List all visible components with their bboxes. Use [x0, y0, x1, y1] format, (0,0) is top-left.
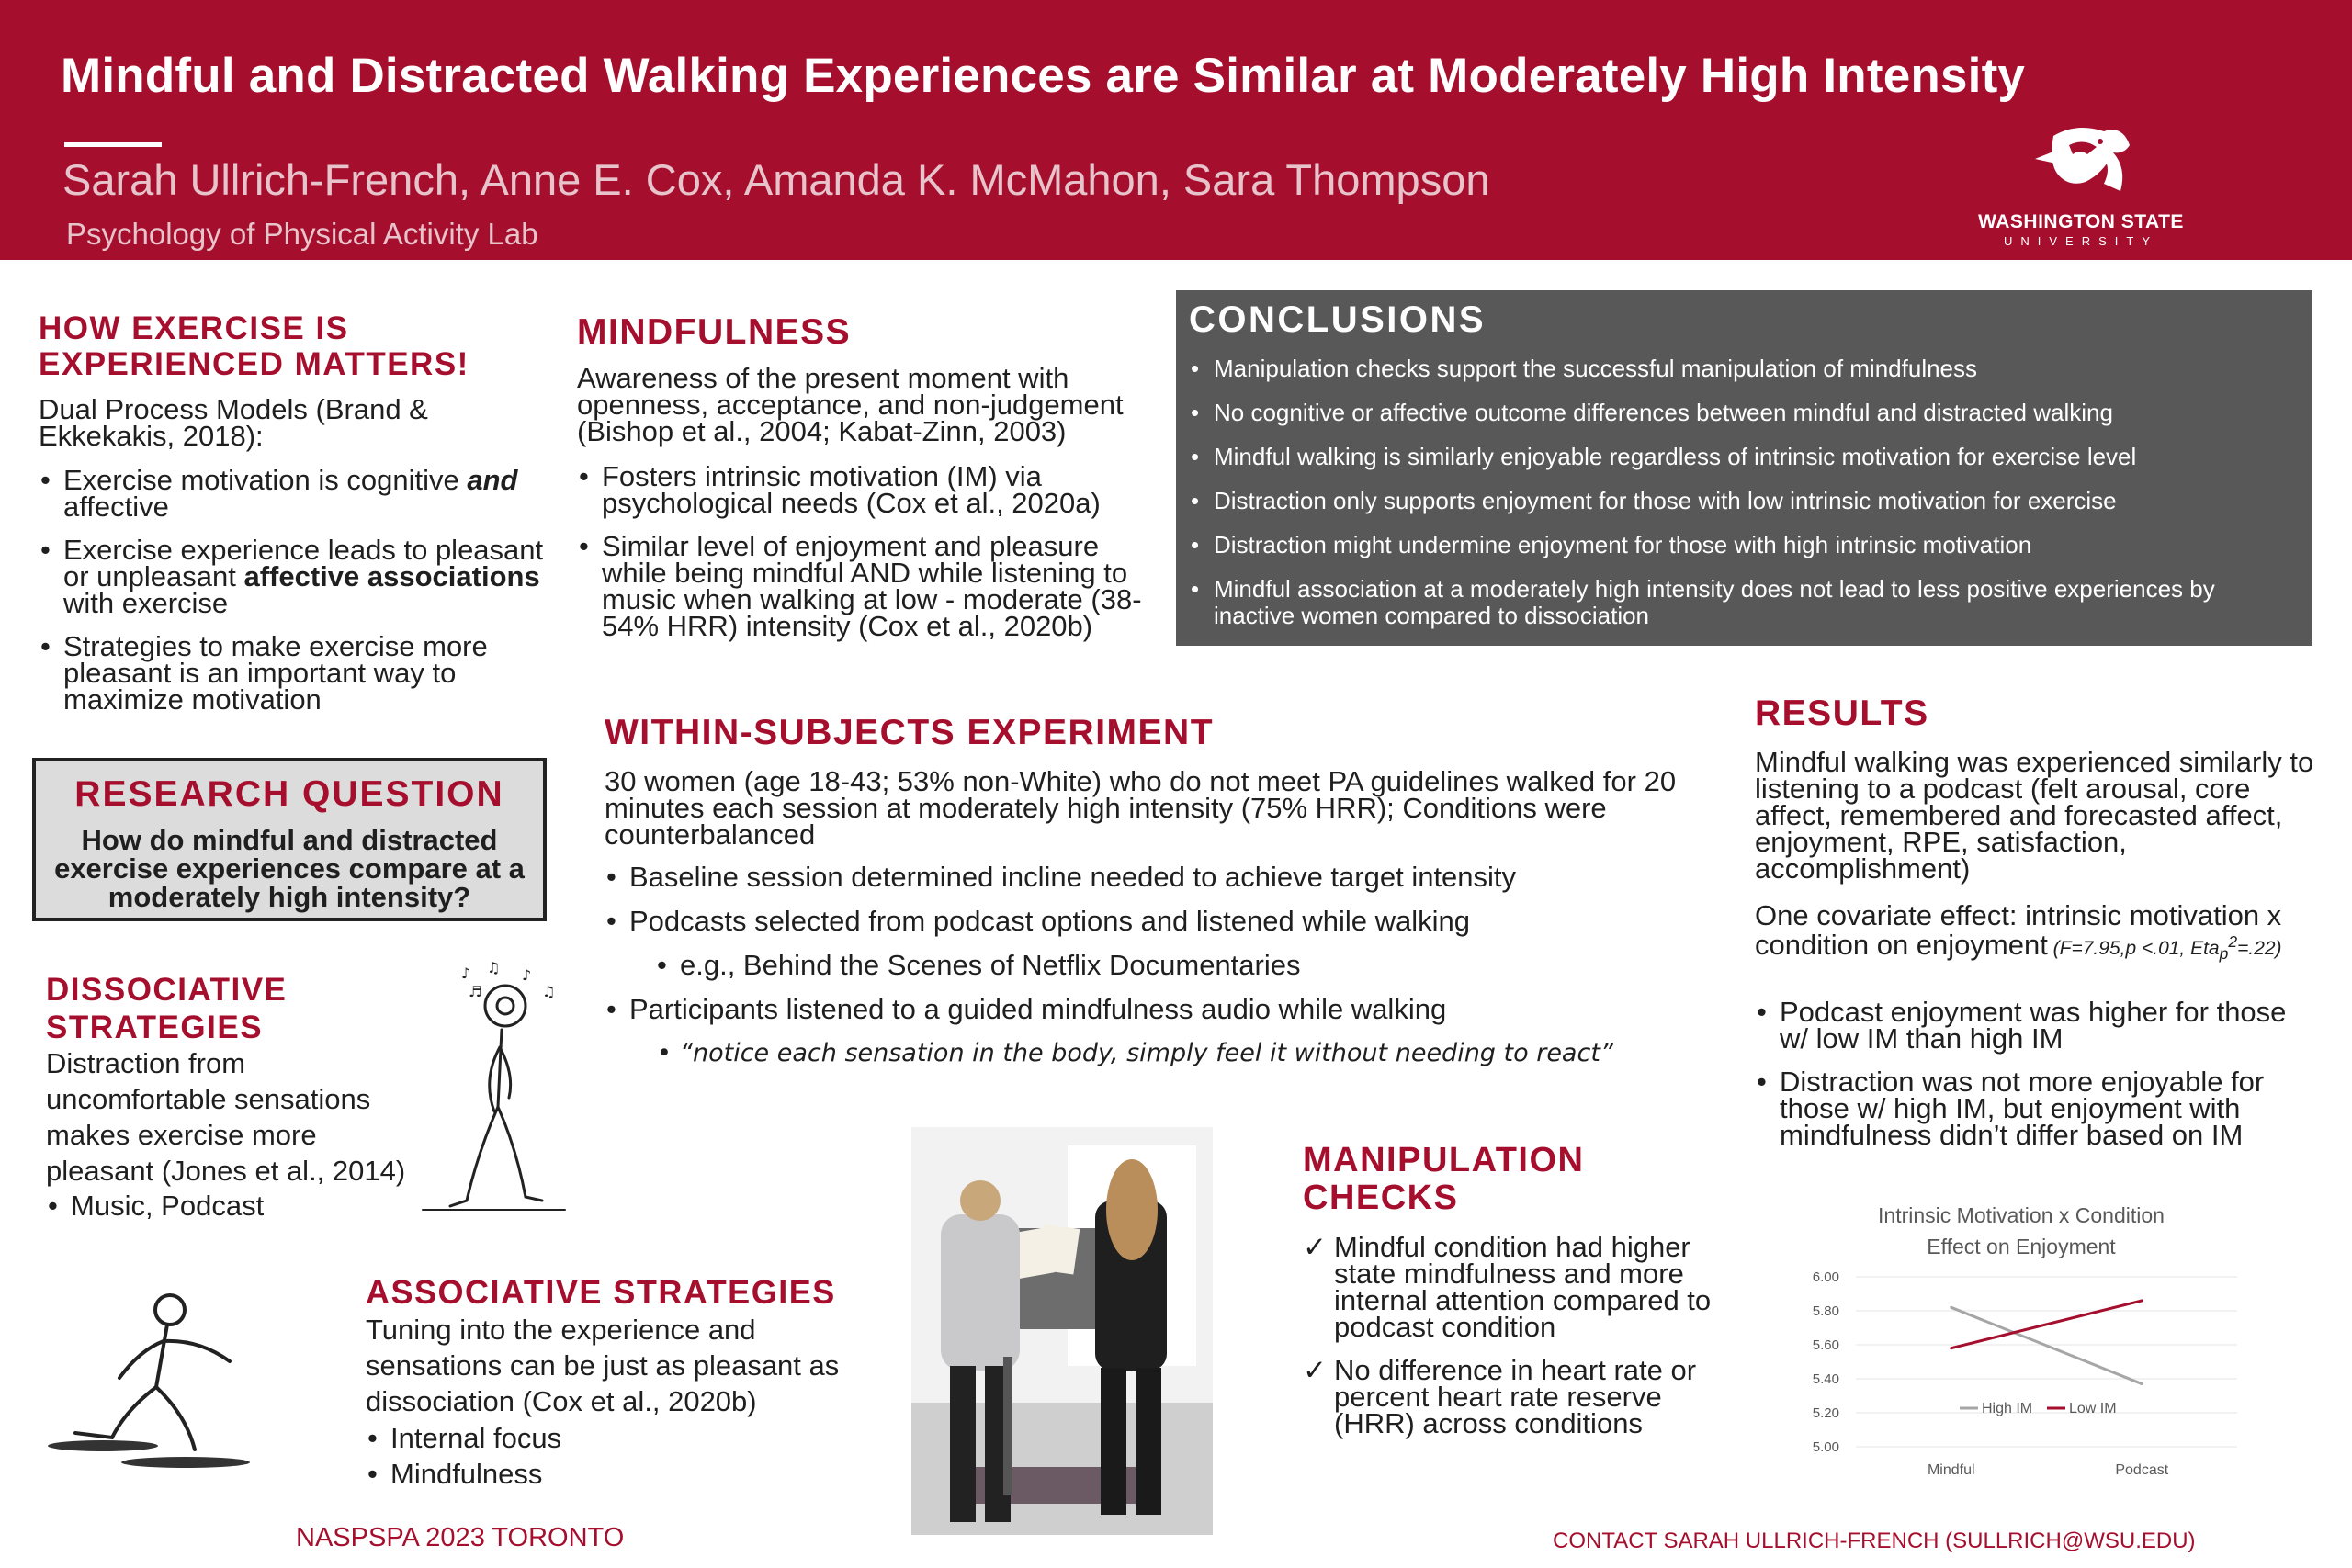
list-item: • Distraction might undermine enjoyment for those with high intrinsic motivation [1189, 532, 2301, 558]
list-item: • Similar level of enjoyment and pleasure while being mindful AND while listening to music when walking at low - moderate (38-54% HRR) intensity (Cox et al., 2020b) [577, 533, 1165, 639]
mindfulness-list [577, 460, 1165, 656]
stick-figure-music-illustration [413, 960, 574, 1217]
associative-list [366, 1420, 880, 1492]
list-item: • Distraction only supports enjoyment for those with low intrinsic motivation for exercise [1189, 488, 2301, 514]
y-tick-label: 5.40 [1812, 1371, 1839, 1387]
manipulation-heading: MANIPULATION CHECKS [1303, 1141, 1585, 1217]
list-item: • Exercise experience leads to pleasant or unpleasant affective associations with exercise [39, 536, 553, 616]
list-item: • Mindful walking is similarly enjoyable regardless of intrinsic motivation for exercise level [1189, 444, 2301, 470]
list-item: • Participants listened to a guided mindfulness audio while walking [605, 996, 1725, 1022]
checklist-item: ✓ No difference in heart rate or percent heart rate reserve (HRR) across conditions [1303, 1357, 1744, 1437]
results-stats: (F=7.95,p <.01, Eta$_p^2$=.22) [2047, 932, 2282, 964]
list-item: • Mindful association at a moderately high intensity does not lead to less positive experiences by inactive women compared to dissociation [1189, 576, 2301, 629]
data-point [2141, 1382, 2143, 1385]
list-item: • Podcasts selected from podcast options and listened while walking [605, 908, 1725, 934]
list-item: • Internal focus [366, 1420, 880, 1456]
experiment-list [605, 863, 1725, 1084]
svg-text:♬: ♬ [469, 983, 482, 1000]
list-subitem: • e.g., Behind the Scenes of Netflix Documentaries [655, 952, 1725, 978]
list-item: • Strategies to make exercise more pleasant is an important way to maximize motivation [39, 633, 553, 713]
associative-body: Tuning into the experience and sensations can be just as pleasant as dissociation (Cox et al., 2020b) [366, 1314, 840, 1417]
list-item: • Baseline session determined incline needed to achieve target intensity [605, 863, 1725, 890]
title-underline [64, 142, 162, 147]
authors: Sarah Ullrich-French, Anne E. Cox, Amanda K. McMahon, Sara Thompson [62, 155, 1490, 204]
logo-subtitle: UNIVERSITY [2003, 234, 2158, 248]
results-list [1755, 998, 2315, 1165]
dissociative-body: Distraction from uncomfortable sensations makes exercise more pleasant (Jones et al., 2014) [46, 1047, 406, 1187]
research-question-heading: RESEARCH QUESTION [74, 774, 504, 814]
experiment-intro: 30 women (age 18-43; 53% non-White) who do not meet PA guidelines walked for 20 minutes each session at moderately high intensity (75% HRR); Conditions were counterbalanced [605, 765, 1677, 851]
list-item: • Manipulation checks support the successful manipulation of mindfulness [1189, 355, 2301, 382]
data-point [1950, 1347, 1952, 1349]
poster-title: Mindful and Distracted Walking Experiences are Similar at Moderately High Intensity [61, 49, 2026, 103]
series-line-high-im [1951, 1307, 2143, 1383]
list-item: • Fosters intrinsic motivation (IM) via psychological needs (Cox et al., 2020a) [577, 463, 1165, 516]
research-question-box [32, 758, 547, 921]
manipulation-list [1303, 1231, 1744, 1453]
experiment-heading: WITHIN-SUBJECTS EXPERIMENT [605, 713, 1215, 752]
stick-figure-runner-illustration [39, 1286, 268, 1479]
treadmill-photo [911, 1127, 1213, 1535]
contact-info: CONTACT SARAH ULLRICH-FRENCH (SULLRICH@WSU.EDU) [1553, 1529, 2196, 1553]
lab-name: Psychology of Physical Activity Lab [66, 217, 538, 251]
data-point [2141, 1299, 2143, 1302]
logo-wordmark: WASHINGTON STATE [1978, 211, 2184, 232]
conclusions-list [1189, 355, 2301, 647]
interaction-line-chart [1792, 1199, 2251, 1493]
results-body: Mindful walking was experienced similarly to listening to a podcast (felt arousal, core affect, remembered and forecasted affect, enjoyment, RPE, satisfaction, accomplishment) [1755, 746, 2314, 885]
legend-label: High IM [1982, 1401, 2033, 1416]
chart-title-line1: Intrinsic Motivation x Condition [1878, 1203, 2165, 1227]
x-tick-label: Mindful [1927, 1462, 1975, 1478]
list-item: • Exercise motivation is cognitive and affective [39, 467, 553, 520]
x-tick-label: Podcast [2115, 1462, 2169, 1478]
list-item: • Mindfulness [366, 1456, 880, 1492]
y-tick-label: 5.60 [1812, 1337, 1839, 1353]
mindfulness-body: Awareness of the present moment with openness, acceptance, and non-judgement (Bishop et al., 2004; Kabat-Zinn, 2003) [577, 362, 1124, 447]
list-subitem-quote: • “notice each sensation in the body, simply feel it without needing to react” [655, 1040, 1725, 1066]
conference-label: NASPSPA 2023 TORONTO [296, 1523, 625, 1552]
mindfulness-heading: MINDFULNESS [577, 312, 852, 352]
series-line-low-im [1951, 1301, 2143, 1348]
chart-title-line2: Effect on Enjoyment [1927, 1235, 2116, 1258]
svg-text:♫: ♫ [542, 983, 556, 1000]
how-exercise-intro: Dual Process Models (Brand & Ekkekakis, 2018): [39, 393, 428, 452]
y-tick-label: 5.80 [1812, 1303, 1839, 1319]
list-item: • Music, Podcast [46, 1190, 432, 1222]
y-tick-label: 5.20 [1812, 1405, 1839, 1421]
list-item: • Distraction was not more enjoyable for those w/ high IM, but enjoyment with mindfulness didn’t differ based on IM [1755, 1068, 2315, 1148]
list-item: • No cognitive or affective outcome differences between mindful and distracted walking [1189, 400, 2301, 426]
results-heading: RESULTS [1755, 694, 1929, 733]
data-point [1950, 1306, 1952, 1309]
conclusions-heading: CONCLUSIONS [1189, 299, 1487, 340]
svg-text:♪: ♪ [461, 964, 471, 982]
list-item: • Podcast enjoyment was higher for those w/ low IM than high IM [1755, 998, 2315, 1052]
checklist-item: ✓ Mindful condition had higher state mindfulness and more internal attention compared to podcast condition [1303, 1234, 1744, 1340]
y-tick-label: 5.00 [1812, 1439, 1839, 1455]
how-exercise-list [39, 464, 553, 729]
dissociative-list [46, 1190, 432, 1238]
how-exercise-heading: HOW EXERCISE IS EXPERIENCED MATTERS! [39, 310, 469, 382]
y-tick-label: 6.00 [1812, 1269, 1839, 1285]
legend-label: Low IM [2069, 1401, 2117, 1416]
associative-heading: ASSOCIATIVE STRATEGIES [366, 1273, 836, 1311]
research-question-text: How do mindful and distracted exercise experiences compare at a moderately high intensity? [54, 824, 525, 913]
svg-text:♪: ♪ [522, 966, 532, 984]
svg-text:♫: ♫ [487, 960, 501, 976]
dissociative-heading: DISSOCIATIVE STRATEGIES [46, 972, 288, 1045]
results-covariate: One covariate effect: intrinsic motivation x condition on enjoyment (F=7.95,p <.01, Eta$_p^2$=.22) [1755, 899, 2282, 964]
